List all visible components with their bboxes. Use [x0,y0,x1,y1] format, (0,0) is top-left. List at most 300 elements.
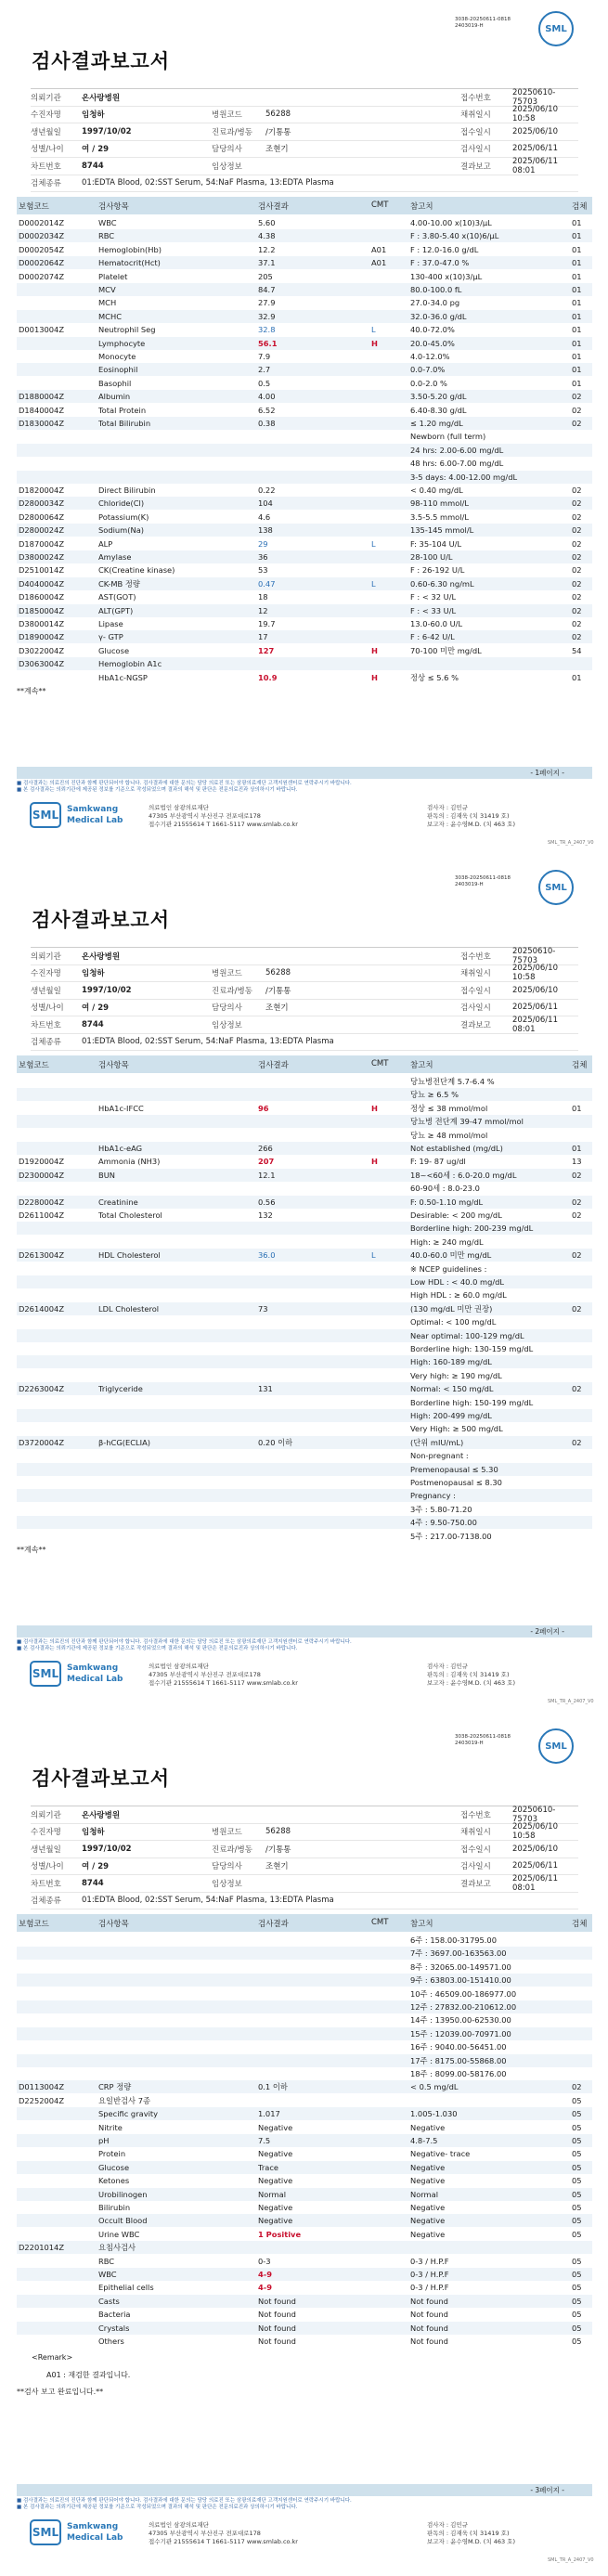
row-reference: 1.005-1.030 [410,2109,458,2119]
table-row [17,577,592,590]
table-row [17,1530,592,1543]
column-header: 검체 [572,202,588,212]
info-value: 온사랑병원 [82,951,121,962]
row-name: Direct Bilirubin [98,485,156,495]
row-result: 53 [258,565,268,576]
sml-logo: SML [538,870,574,905]
table-row [17,1396,592,1409]
row-result: 0.38 [258,419,276,428]
table-row [17,1102,592,1115]
row-result: 131 [258,1384,273,1394]
column-header: 검사결과 [258,1061,289,1070]
row-reference: 3-5 days: 4.00-12.00 mg/dL [410,472,518,482]
row-name: Bacteria [98,2310,131,2320]
table-row [17,1249,592,1262]
row-result: 0.22 [258,485,276,495]
info-value: 20250610-75703 [512,946,556,965]
row-code: D0002064Z [19,258,65,268]
row-reference: 24 hrs: 2.00-6.00 mg/dL [410,445,504,455]
table-row [17,617,592,630]
row-reference: Normal [410,2189,439,2199]
table-row [17,1355,592,1368]
table-row [17,457,592,470]
row-specimen: 01 [572,231,582,241]
row-name: Glucose [98,2162,130,2172]
table-row [17,2201,592,2214]
table-row [17,1302,592,1315]
row-flag: H [371,1157,378,1167]
row-reference: Near optimal: 100-129 mg/dL [410,1330,524,1340]
row-reference: 당뇨 ≥ 48 mmol/mol [410,1130,488,1140]
row-code: D3720004Z [19,1437,65,1447]
row-reference: Borderline high: 130-159 mg/dL [410,1344,534,1353]
info-label: 수진자명 [31,110,61,121]
row-result: 207 [258,1157,275,1167]
row-name: Total Bilirubin [98,419,151,428]
row-reference: ≤ 1.20 mg/dL [410,419,463,428]
table-row [17,1129,592,1142]
table-row [17,2013,592,2026]
report-page [0,0,608,859]
row-name: RBC [98,2256,115,2266]
row-result: 138 [258,525,273,536]
report-page [0,1717,608,2576]
row-code: D1920004Z [19,1157,65,1167]
info-value: 2025/06/10 [512,126,558,136]
table-row [17,1222,592,1235]
table-row [17,1436,592,1449]
info-row [31,1034,578,1052]
row-reference: Negative [410,2176,446,2186]
row-name: 요일반검사 7종 [98,2095,151,2105]
signers: 검사자 : 김민규 판독의 : 김재욱 (치 31419 호) 보고자 : 윤수영M.D. (치 463 호) [427,804,515,828]
info-value: /기통통 [265,127,291,137]
info-value: 임청하 [82,969,105,979]
row-name: Urobilinogen [98,2189,148,2199]
row-name: Nitrite [98,2122,123,2132]
info-label: 결과보고 [460,1020,491,1030]
table-row [17,1476,592,1489]
lab-address: 의료법인 삼광의료재단 47305 부산광역시 부산진구 전포대로178 접수기관 21555614 T 1661-5117 www.smlab.co.kr [149,804,298,828]
row-reference: Very high: ≥ 190 mg/dL [410,1370,502,1380]
column-header: 참고치 [410,1920,433,1929]
table-row [17,1209,592,1222]
row-result: Negative [258,2216,293,2226]
info-row [31,982,578,1000]
row-result: Negative [258,2203,293,2212]
row-specimen: 02 [572,605,582,615]
table-row [17,1463,592,1476]
row-name: CRP 정량 [98,2082,132,2092]
row-reference: Desirable: < 200 mg/dL [410,1210,502,1220]
table-row [17,497,592,510]
row-result: 266 [258,1144,273,1153]
row-specimen: 02 [572,1210,582,1220]
info-label: 진료과/병동 [212,1845,252,1855]
row-name: Total Protein [98,405,147,415]
row-result: 0.56 [258,1197,276,1207]
info-label: 접수일시 [460,127,491,137]
table-row [17,444,592,457]
row-result: 32.9 [258,311,276,321]
row-result: 5.60 [258,218,276,227]
continuation-note: **계속** [17,1546,46,1554]
info-value: 8744 [82,1878,104,1888]
form-code: SML_TR_A_2407_V0 [548,1699,594,1704]
row-reference: 4.8-7.5 [410,2136,438,2145]
row-reference: 0-3 / H.P.F [410,2270,449,2279]
row-reference: 98-110 mmol/L [410,498,469,509]
row-result: 0-3 [258,2256,271,2266]
row-name: Protein [98,2149,126,2159]
row-reference: 16주 : 9040.00-56451.00 [410,2042,507,2052]
row-reference: 14주 : 13950.00-62530.00 [410,2015,511,2026]
column-header: 검사항목 [98,1061,129,1070]
row-name: LDL Cholesterol [98,1303,160,1314]
info-label: 검체종류 [31,179,61,189]
row-result: 4.6 [258,511,271,522]
row-reference: F : 3.80-5.40 x(10)6/μL [410,231,499,241]
row-specimen: 02 [572,552,582,562]
row-reference: 4.00-10.00 x(10)3/μL [410,218,492,227]
info-value: 2025/06/10 10:58 [512,1822,558,1842]
row-reference: F: 19- 87 ug/dl [410,1157,466,1167]
row-result: 7.5 [258,2136,271,2145]
row-reference: 6주 : 158.00-31795.00 [410,1935,497,1945]
form-code: SML_TR_A_2407_V0 [548,2557,594,2563]
info-label: 결과보고 [460,1879,491,1889]
row-code: D1880004Z [19,392,65,402]
row-reference: 12주 : 27832.00-210612.00 [410,2002,517,2012]
table-row [17,2040,592,2053]
page-number: - 1페이지 - [530,769,564,777]
table-row [17,2147,592,2160]
row-code: D1840004Z [19,405,65,415]
info-row [31,1893,578,1910]
row-result: 10.9 [258,672,278,682]
row-name: Others [98,2337,124,2346]
column-header: CMT [371,1918,389,1927]
table-row [17,1075,592,1088]
column-header: 참고치 [410,1061,433,1070]
row-specimen: 05 [572,2216,582,2226]
page-title: 검사결과보고서 [32,1767,171,1790]
info-row [31,123,578,141]
table-row [17,484,592,497]
row-reference: 10주 : 46509.00-186977.00 [410,1988,517,1999]
row-reference: 5주 : 217.00-7138.00 [410,1531,492,1541]
table-row [17,1155,592,1168]
row-code: D1860004Z [19,592,65,602]
row-reference: Postmenopausal ≤ 8.30 [410,1478,502,1487]
row-specimen: 05 [572,2296,582,2306]
row-specimen: 02 [572,511,582,522]
row-reference: 60-90세 : 8.0-23.0 [410,1184,480,1194]
row-code: D2613004Z [19,1250,65,1261]
row-reference: F: 35-104 U/L [410,538,462,549]
info-label: 생년월일 [31,127,61,137]
row-flag: A01 [371,244,387,254]
row-name: Casts [98,2296,120,2306]
row-name: HbA1c-NGSP [98,672,148,682]
row-name: MCHC [98,311,122,321]
table-row [17,2000,592,2013]
row-code: D2510014Z [19,565,65,576]
row-result: 6.52 [258,405,276,415]
row-reference: 27.0-34.0 pg [410,298,460,308]
page-number: - 3페이지 - [530,2486,564,2494]
row-result: 0.1 이하 [258,2082,288,2092]
row-code: D2252004Z [19,2095,65,2105]
row-specimen: 01 [572,672,582,682]
row-name: Creatinine [98,1197,138,1207]
row-code: D2300004Z [19,1170,65,1180]
row-reference: 정상 ≤ 5.6 % [410,672,459,682]
info-row [31,1806,578,1824]
row-result: 0.20 이하 [258,1437,293,1447]
info-label: 진료과/병동 [212,127,252,137]
row-reference: Newborn (full term) [410,432,486,442]
row-reference: F : 37.0-47.0 % [410,258,470,268]
column-header: 보험코드 [19,1920,49,1929]
table-row [17,1088,592,1101]
info-label: 임상정보 [212,162,242,172]
info-label: 생년월일 [31,986,61,996]
row-code: D2611004Z [19,1210,65,1220]
info-label: 접수일시 [460,1845,491,1855]
table-row [17,377,592,390]
info-label: 의뢰기관 [31,93,61,103]
row-result: 7.9 [258,352,271,361]
table-row [17,256,592,269]
row-reference: 28-100 U/L [410,552,453,562]
row-reference: 9주 : 63803.00-151410.00 [410,1975,511,1986]
info-value: 20250610-75703 [512,1805,556,1824]
row-name: Platelet [98,271,128,281]
row-reference: (130 mg/dL 미만 권장) [410,1303,493,1314]
info-label: 검체종류 [31,1038,61,1048]
row-reference: 40.0-72.0% [410,325,455,335]
table-row [17,1288,592,1301]
row-code: D1890004Z [19,632,65,642]
form-code: SML_TR_A_2407_V0 [548,840,594,846]
row-reference: 0.60-6.30 ng/mL [410,578,474,589]
row-reference: 18주 : 8099.00-58176.00 [410,2069,507,2078]
row-result: Negative [258,2149,293,2159]
row-specimen: 05 [572,2270,582,2279]
lab-logo [30,1659,132,1690]
signers: 검사자 : 김민규 판독의 : 김재욱 (치 31419 호) 보고자 : 윤수영M.D. (치 463 호) [427,2521,515,2545]
table-row [17,657,592,670]
info-label: 임상정보 [212,1879,242,1889]
info-value: 온사랑병원 [82,93,121,103]
row-code: D0002054Z [19,244,65,254]
table-row [17,2241,592,2254]
row-code: D3022004Z [19,645,65,655]
row-code: D2800024Z [19,525,65,536]
row-result: 12 [258,605,268,615]
table-row [17,323,592,336]
row-code: D0002034Z [19,231,65,241]
row-reference: Negative [410,2229,446,2239]
table-row [17,2281,592,2294]
footer-bar [17,1625,592,1638]
row-name: Lipase [98,619,123,628]
row-reference: Not found [410,2323,448,2333]
table-row [17,1934,592,1947]
lab-address: 의료법인 삼광의료재단 47305 부산광역시 부산진구 전포대로178 접수기관 21555614 T 1661-5117 www.smlab.co.kr [149,1663,298,1687]
row-specimen: 01 [572,378,582,388]
row-flag: A01 [371,258,387,268]
row-name: 요침사검사 [98,2243,136,2253]
row-reference: 20.0-45.0% [410,338,455,348]
row-result: 4-9 [258,2283,272,2293]
row-result: 4.38 [258,231,276,241]
row-reference: Negative [410,2162,446,2172]
column-header: CMT [371,201,389,210]
row-name: β-hCG(ECLIA) [98,1437,151,1447]
row-reference: 40.0-60.0 미만 mg/dL [410,1250,492,1261]
table-header [17,197,592,214]
row-flag: L [371,578,376,589]
row-flag: H [371,672,378,682]
info-value: 2025/06/11 08:01 [512,1873,558,1893]
row-reference: 3.5-5.5 mmol/L [410,511,469,522]
table-row [17,1182,592,1195]
row-name: ALT(GPT) [98,605,134,615]
table-row [17,1142,592,1155]
info-label: 성별/나이 [31,145,64,155]
table-row [17,537,592,550]
info-value: /기통통 [265,986,291,996]
row-name: Occult Blood [98,2216,148,2226]
table-row [17,604,592,617]
row-name: Glucose [98,645,130,655]
table-row [17,350,592,363]
row-flag: L [371,1250,376,1261]
column-header: 검사결과 [258,202,289,212]
column-header: 보험코드 [19,202,49,212]
row-reference: 당뇨 ≥ 6.5 % [410,1090,459,1100]
table-row [17,229,592,242]
row-reference: 135-145 mmol/L [410,525,474,536]
row-result: 205 [258,271,273,281]
row-result: 0.47 [258,578,276,589]
table-row [17,2335,592,2348]
info-label: 접수일시 [460,986,491,996]
row-flag: H [371,645,378,655]
row-reference: 18~<60세 : 6.0-20.0 mg/dL [410,1170,517,1180]
row-specimen: 05 [572,2310,582,2320]
row-result: 96 [258,1103,269,1113]
row-specimen: 05 [572,2203,582,2212]
table-row [17,2228,592,2241]
column-header: 검사결과 [258,1920,289,1929]
info-value: /기통통 [265,1845,291,1855]
row-reference: 15주 : 12039.00-70971.00 [410,2028,511,2039]
row-name: WBC [98,218,117,227]
row-specimen: 02 [572,419,582,428]
info-row [31,107,578,124]
row-result: 27.9 [258,298,276,308]
row-name: Chloride(Cl) [98,498,145,509]
info-value: 여 / 29 [82,1003,110,1014]
lab-name: Samkwang Medical Lab [67,2522,123,2543]
table-row [17,2255,592,2268]
info-value: 1997/10/02 [82,1844,132,1854]
info-label: 수진자명 [31,969,61,979]
row-result: 29 [258,538,268,549]
row-reference: ※ NCEP guidelines : [410,1263,487,1274]
row-specimen: 05 [572,2323,582,2333]
row-name: Hemoglobin(Hb) [98,244,162,254]
row-specimen: 54 [572,645,582,655]
table-row [17,1342,592,1355]
lab-name: Samkwang Medical Lab [67,1663,123,1684]
table-row [17,2054,592,2067]
info-value: 2025/06/10 [512,1844,558,1854]
row-code: D2614004Z [19,1303,65,1314]
table-row [17,511,592,524]
table-row [17,2027,592,2040]
row-result: 36.0 [258,1250,276,1261]
row-code: D0002014Z [19,218,65,227]
table-row [17,404,592,417]
row-specimen: 01 [572,338,582,348]
info-value: 2025/06/10 10:58 [512,964,558,983]
table-row [17,430,592,443]
table-row [17,563,592,576]
row-reference: 80.0-100.0 fL [410,285,462,294]
row-reference: Negative [410,2203,446,2212]
info-label: 접수번호 [460,951,491,962]
sml-logo: SML [538,11,574,46]
table-row [17,390,592,403]
info-row [31,158,578,175]
table-row [17,2295,592,2308]
row-specimen: 02 [572,1170,582,1180]
row-reference: Negative [410,2122,446,2132]
row-specimen: 02 [572,392,582,402]
row-reference: 4주 : 9.50-750.00 [410,1518,477,1528]
row-name: Bilirubin [98,2203,131,2212]
table-row [17,1196,592,1209]
table-row [17,310,592,323]
footer-bar [17,2484,592,2496]
table-row [17,363,592,376]
info-value: 온사랑병원 [82,1810,121,1820]
row-result: 56.1 [258,338,278,348]
table-row [17,2134,592,2147]
info-value: 여 / 29 [82,1862,110,1872]
row-code: D3063004Z [19,659,65,669]
row-result: Not found [258,2310,296,2320]
row-name: Hematocrit(Hct) [98,258,161,268]
row-result: 84.7 [258,285,276,294]
row-reference: 13.0-60.0 U/L [410,619,463,628]
row-code: D0002074Z [19,271,65,281]
table-row [17,2308,592,2321]
table-row [17,644,592,657]
row-specimen: 01 [572,365,582,375]
row-specimen: 02 [572,578,582,589]
info-label: 성별/나이 [31,1003,64,1014]
info-row [31,1016,578,1034]
row-name: Ammonia (NH3) [98,1157,161,1167]
row-flag: L [371,538,376,549]
row-specimen: 05 [572,2095,582,2105]
row-specimen: 05 [572,2176,582,2186]
